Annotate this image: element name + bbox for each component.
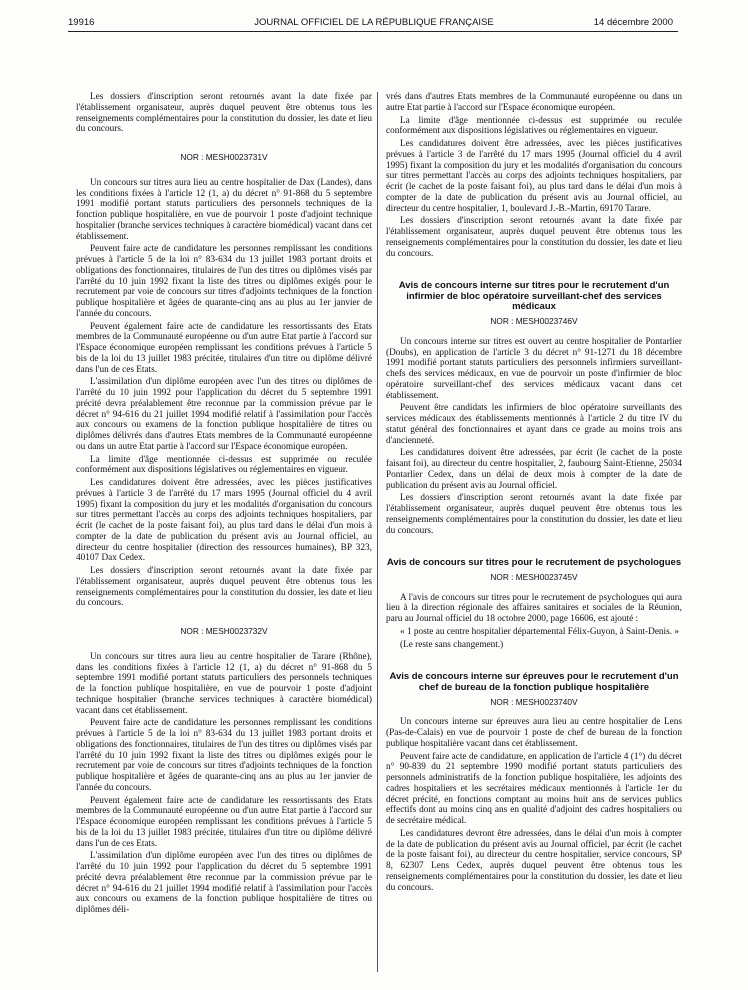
paragraph: A l'avis de concours sur titres pour le recrutement de psychologues qui aura lieu à la direction régionale des affaires sanitaires et sociales de la Réunion, paru au Journal officiel du 18 octobre 2000, page 16606, est ajouté : xyxy=(386,592,682,625)
section-title: Avis de concours sur titres pour le recrutement de psychologues xyxy=(386,557,682,569)
paragraph: Les dossiers d'inscription seront retournés avant la date fixée par l'établissement organisateur, auprès duquel peuvent être obtenus tous les renseignements complémentaires pour la constitution du dossier, les date et lieu du concours. xyxy=(76,566,372,609)
paragraph: L'assimilation d'un diplôme européen avec l'un des titres ou diplômes de l'arrêté du 10 juin 1992 pour l'application du décret du 5 septembre 1991 précité devra préalablement être reconnue par la commission prévue par le décret n° 94-616 du 21 juillet 1994 modifié relatif à l'assimilation pour l'accès aux concours ou examens de la fonction publique hospitalière de titres ou diplômes délivrés dans d'autres Etats membres de la Communauté européenne ou dans un autre Etat partie à l'accord sur l'Espace économique européen. xyxy=(76,377,372,452)
paragraph: Un concours interne sur titres est ouvert au centre hospitalier de Pontarlier (Doubs), en application de l'article 3 du décret n° 91-1271 du 18 décembre 1991 modifié portant statuts particuliers des personnels infirmiers surveillant-chefs des services médicaux, en vue de pourvoir un poste d'infirmier de bloc opératoire surveillant-chef des services médicaux vacant dans cet établissement. xyxy=(386,336,682,401)
paragraph: Les dossiers d'inscription seront retournés avant la date fixée par l'établissement organisateur, auprès duquel peuvent être obtenus tous les renseignements complémentaires pour la constitution du dossier, les date et lieu du concours. xyxy=(386,493,682,536)
paragraph: Peuvent faire acte de candidature les personnes remplissant les conditions prévues à l'article 5 de la loi n° 83-634 du 13 juillet 1983 portant droits et obligations des fonctionnaires, titulaires de l'un des titres ou diplômes visés par l'arrêté du 10 juin 1992 fixant la liste des titres ou diplômes exigés pour le recrutement par voie de concours sur titres d'adjoints techniques de la fonction publique hospitalière et âgées de quarante-cinq ans au plus au 1er janvier de l'année du concours. xyxy=(76,244,372,319)
left-column xyxy=(76,92,372,916)
paragraph: L'assimilation d'un diplôme européen avec l'un des titres ou diplômes de l'arrêté du 10 juin 1992 pour l'application du décret du 5 septembre 1991 précité devra préalablement être reconnue par la commission prévue par le décret n° 94-616 du 21 juillet 1994 modifié relatif à l'assimilation pour l'accès aux concours ou examens de la fonction publique hospitalière de titres ou diplômes déli- xyxy=(76,851,372,915)
paragraph: Peuvent également faire acte de candidature les ressortissants des Etats membres de la Communauté européenne ou d'un autre Etat partie à l'accord sur l'Espace économique européen remplissant les conditions prévues à l'article 5 bis de la loi du 13 juillet 1983 précitée, titulaires d'un titre ou diplôme délivré dans l'un de ces Etats. xyxy=(76,795,372,849)
paragraph: Les candidatures doivent être adressées, avec les pièces justificatives prévues à l'article 3 de l'arrêté du 17 mars 1995 (Journal officiel du 4 avril 1995) fixant la composition du jury et les modalités d'organisation du concours sur titres permettant l'accès au corps des adjoints techniques hospitaliers, par écrit (le cachet de la poste faisant foi), au plus tard dans le délai d'un mois à compter de la date de publication du présent avis au Journal officiel, au directeur du centre hospitalier (direction des ressources humaines), BP 323, 40107 Dax Cedex. xyxy=(76,478,372,564)
right-column xyxy=(386,92,682,893)
section-title: Avis de concours interne sur épreuves pour le recrutement d'un chef de bureau de la fonction publique hospitalière xyxy=(389,671,679,693)
paragraph: « 1 poste au centre hospitalier départemental Félix-Guyon, à Saint-Denis. » xyxy=(400,626,679,637)
page-number: 19916 xyxy=(68,17,95,28)
header-rule xyxy=(68,31,678,32)
paragraph: Peuvent faire acte de candidature les personnes remplissant les conditions prévues à l'article 5 de la loi n° 83-634 du 13 juillet 1983 portant droits et obligations des fonctionnaires, titulaires de l'un des titres ou diplômes visés par l'arrêté du 10 juin 1992 fixant la liste des titres ou diplômes exigés pour le recrutement par voie de concours sur titres d'adjoints techniques de la fonction publique hospitalière et âgées de quarante-cinq ans au plus au 1er janvier de l'année du concours. xyxy=(76,718,372,793)
paragraph: (Le reste sans changement.) xyxy=(400,639,504,650)
paragraph: La limite d'âge mentionnée ci-dessus est supprimée ou reculée conformément aux dispositions législatives ou réglementaires en vigueur. xyxy=(76,454,372,476)
paragraph: Les candidatures devront être adressées, dans le délai d'un mois à compter de la date de publication du présent avis au Journal officiel, par écrit (le cachet de la poste faisant foi), au directeur du centre hospitalier, service concours, SP 8, 62307 Lens Cedex, auprès duquel peuvent être obtenus tous les renseignements complémentaires pour la constitution du dossier, les date et lieu du concours. xyxy=(386,828,682,893)
paragraph: Les candidatures doivent être adressées, avec les pièces justificatives prévues à l'article 3 de l'arrêté du 17 mars 1995 (Journal officiel du 4 avril 1995) fixant la composition du jury et les modalités d'organisation du concours sur titres permettant l'accès au corps des adjoints techniques hospitaliers, par écrit (le cachet de la poste faisant foi), au plus tard dans le délai d'un mois à compter de la date de publication du présent avis au Journal officiel, au directeur du centre hospitalier, 1, boulevard J.-B.-Martin, 69170 Tarare. xyxy=(386,139,682,214)
nor-reference: NOR : MESH0023740V xyxy=(490,696,578,707)
page-header xyxy=(0,0,748,44)
section-title: Avis de concours interne sur titres pour le recrutement d'un infirmier de bloc opératoire surveillant-chef des services médicaux xyxy=(398,280,670,313)
journal-title: JOURNAL OFFICIEL DE LA RÉPUBLIQUE FRANÇAISE xyxy=(254,17,494,28)
paragraph: Peuvent également faire acte de candidature les ressortissants des Etats membres de la Communauté européenne ou d'un autre Etat partie à l'accord sur l'Espace économique européen remplissant les conditions prévues à l'article 5 bis de la loi du 13 juillet 1983 précitée, titulaires d'un titre ou diplôme délivré dans l'un de ces Etats. xyxy=(76,321,372,375)
paragraph: Un concours interne sur épreuves aura lieu au centre hospitalier de Lens (Pas-de-Calais) en vue de pourvoir 1 poste de chef de bureau de la fonction publique hospitalière vacant dans cet établissement. xyxy=(386,717,682,749)
nor-reference: NOR : MESH0023731V xyxy=(180,152,268,162)
paragraph: vrés dans d'autres Etats membres de la Communauté européenne ou dans un autre Etat partie à l'accord sur l'Espace économique européen. xyxy=(386,92,682,113)
nor-reference: NOR : MESH0023746V xyxy=(490,316,578,327)
paragraph: La limite d'âge mentionnée ci-dessus est supprimée ou reculée conformément aux dispositions législatives ou réglementaires en vigueur. xyxy=(386,115,682,137)
paragraph: Un concours sur titres aura lieu au centre hospitalier de Dax (Landes), dans les conditions fixées à l'article 12 (1, a) du décret n° 91-868 du 5 septembre 1991 modifié portant statuts particuliers des personnels techniques de la fonction publique hospitalière, en vue de pourvoir 1 poste d'adjoint technique hospitalier (branche services techniques à caractère biomédical) vacant dans cet établissement. xyxy=(76,177,372,242)
issue-date: 14 décembre 2000 xyxy=(593,17,673,28)
paragraph: Peuvent faire acte de candidature, en application de l'article 4 (1°) du décret n° 90-839 du 21 septembre 1990 modifié portant statuts particuliers des personnels administratifs de la fonction publique hospitalière, les adjoints des cadres hospitaliers et les secrétaires médicaux mentionnés à l'article 1er du décret précité, en fonctions comptant au moins huit ans de services publics effectifs dont au moins cinq ans en qualité d'adjoint des cadres hospitaliers ou de secrétaire médical. xyxy=(386,751,682,827)
paragraph: Un concours sur titres aura lieu au centre hospitalier de Tarare (Rhône), dans les conditions fixées à l'article 12 (1, a) du décret n° 91-868 du 5 septembre 1991 modifié portant statuts particuliers des personnels techniques de la fonction publique hospitalière, en vue de pourvoir 1 poste d'adjoint technique hospitalier (branche services techniques à caractère biomédical) vacant dans cet établissement. xyxy=(76,651,372,716)
paragraph: Peuvent être candidats les infirmiers de bloc opératoire surveillants des services médicaux des établissements mentionnés à l'article 2 du titre IV du statut général des fonctionnaires et ayant dans ce grade au moins trois ans d'ancienneté. xyxy=(386,403,682,446)
paragraph: Les dossiers d'inscription seront retournés avant la date fixée par l'établissement organisateur, auprès duquel peuvent être obtenus tous les renseignements complémentaires pour la constitution du dossier, les date et lieu du concours. xyxy=(386,216,682,259)
column-divider xyxy=(377,92,378,972)
paragraph: Les candidatures doivent être adressées, par écrit (le cachet de la poste faisant foi), au directeur du centre hospitalier, 2, faubourg Saint-Etienne, 25034 Pontarlier Cedex, dans un délai de deux mois à compter de la date de publication du présent avis au Journal officiel. xyxy=(386,448,682,491)
paragraph: Les dossiers d'inscription seront retournés avant la date fixée par l'établissement organisateur, auprès duquel peuvent être obtenus tous les renseignements complémentaires pour la constitution du dossier, les date et lieu du concours. xyxy=(76,92,372,135)
nor-reference: NOR : MESH0023745V xyxy=(490,571,578,582)
nor-reference: NOR : MESH0023732V xyxy=(180,626,268,636)
